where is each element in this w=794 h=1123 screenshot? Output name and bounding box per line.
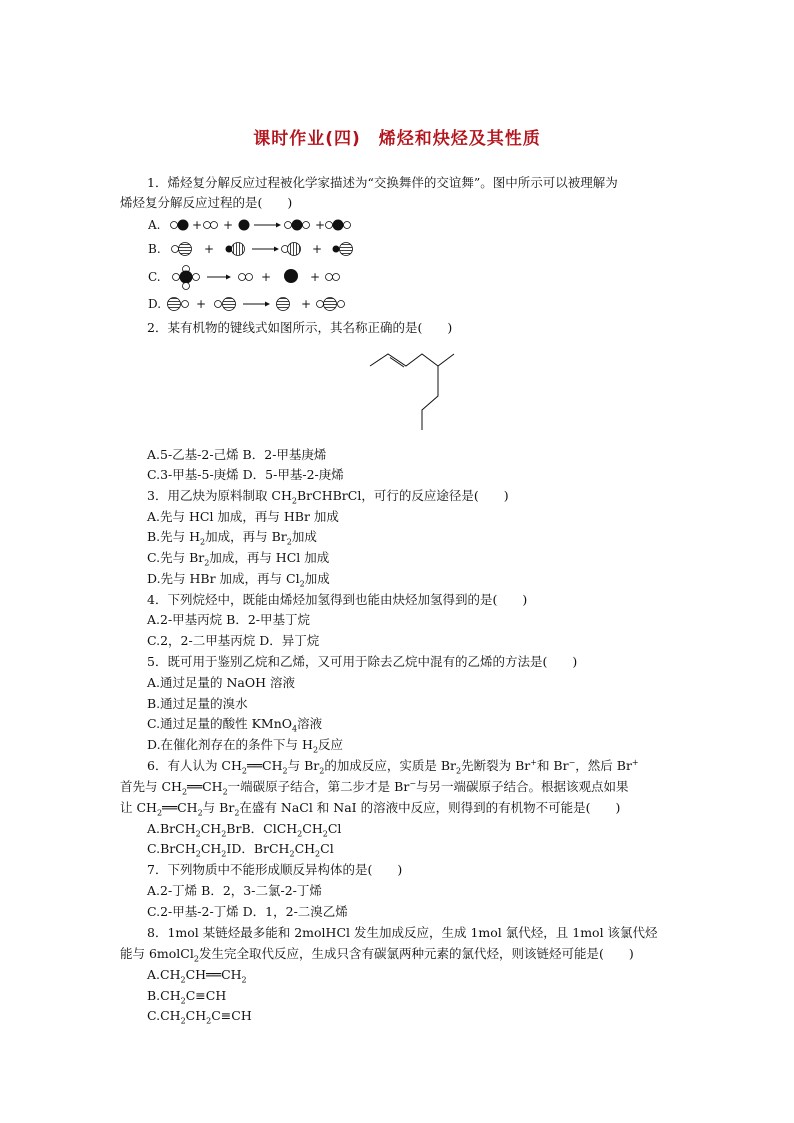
q1-option-d-label: D. [148, 297, 162, 311]
q4-options-line1: A.2-甲基丙烷 B．2-甲基丁烷 [147, 612, 311, 627]
q1-option-a-label: A. [148, 218, 161, 232]
q1-option-d-equation [168, 297, 345, 311]
q7-options-line1: A.2-丁烯 B．2，3-二氯-2-丁烯 [147, 883, 322, 898]
q5-option-b: B.通过足量的溴水 [147, 696, 248, 711]
q2-skeletal-structure [360, 344, 460, 434]
q1-option-c-label: C. [148, 270, 161, 284]
q1-stem-line1: 1．烯烃复分解反应过程被化学家描述为“交换舞伴的交谊舞”。图中所示可以被理解为 [147, 175, 618, 190]
q7-stem: 7．下列物质中不能形成顺反异构体的是( ) [147, 862, 403, 877]
q4-options-line2: C.2，2-二甲基丙烷 D．异丁烷 [147, 633, 320, 648]
q8-stem-line1: 8．1mol 某链烃最多能和 2molHCl 发生加成反应，生成 1mol 氯代烃，且 1mol 该氯代烃 [147, 925, 658, 940]
q5-stem: 5．既可用于鉴别乙烷和乙烯，又可用于除去乙烷中混有的乙烯的方法是( ) [147, 654, 578, 669]
svg-text:+: + [204, 242, 215, 256]
q3-stem: 3．用乙炔为原料制取 $CH_2BrCHBrCl$，可行的反应途径是( ) [147, 488, 509, 506]
q5-option-c: C.通过足量的酸性 KMnO$_4$溶液 [147, 716, 323, 734]
svg-text:+: + [315, 218, 326, 232]
q1-option-c-equation [173, 266, 340, 290]
q5-option-a: A.通过足量的 NaOH 溶液 [147, 675, 295, 690]
q3-option-b: B.先与 $H_2$加成，再与 $Br_2$加成 [147, 529, 317, 547]
q4-stem: 4．下列烷烃中，既能由烯烃加氢得到也能由炔烃加氢得到的是( ) [147, 592, 528, 607]
q8-option-b: $B.CH_2C\equiv CH$ [147, 988, 227, 1006]
page-title: 课时作业(四) 烯烃和炔烃及其性质 [253, 129, 541, 149]
svg-text:+: + [196, 297, 207, 311]
q8-option-a: $A.CH_2CH══CH_2$ [147, 967, 247, 985]
q6-stem-line3: 让 $CH_2══CH_2$与 $Br_2$在盛有 NaCl 和 NaI 的溶液中反应，则得到的有机物不可能是( ) [120, 800, 621, 818]
q8-option-c: $C.CH_2CH_2C\equiv CH$ [147, 1008, 252, 1026]
q1-option-a-equation [171, 218, 351, 232]
svg-text:+: + [310, 270, 321, 284]
q1-reaction-diagrams [148, 213, 388, 321]
q1-option-b-label: B. [148, 242, 161, 256]
svg-text:+: + [301, 297, 312, 311]
svg-text:+: + [192, 218, 203, 232]
q3-option-d: D.先与 HBr 加成，再与 $Cl_2$加成 [147, 571, 330, 589]
q7-options-line2: C.2-甲基-2-丁烯 D．1，2-二溴乙烯 [147, 904, 348, 919]
q6-stem-line1: 6．有人认为 $CH_2══CH_2$与 $Br_2$的加成反应，实质是 $Br_2$先断裂为 Br+和 Br−，然后 Br+ [147, 757, 639, 776]
q2-stem: 2．某有机物的键线式如图所示，其名称正确的是( ) [147, 320, 453, 335]
q5-option-d: D.在催化剂存在的条件下与 $H_2$反应 [147, 737, 344, 755]
svg-text:+: + [312, 242, 323, 256]
svg-text:+: + [261, 270, 272, 284]
svg-text:+: + [223, 218, 234, 232]
q6-stem-line2: 首先与 $CH_2══CH_2$一端碳原子结合，第二步才是 Br−与另一端碳原子结合。根据该观点如果 [120, 778, 629, 797]
q1-option-b-equation [172, 242, 353, 256]
q1-stem-line2: 烯烃复分解反应过程的是( ) [120, 195, 293, 210]
q3-option-a: A.先与 HCl 加成，再与 HBr 加成 [147, 509, 339, 524]
q3-option-c: C.先与 $Br_2$加成，再与 HCl 加成 [147, 550, 330, 568]
q6-options-line1: $A.BrCH_2CH_2BrB$．$ClCH_2CH_2Cl$ [147, 821, 342, 839]
q2-options-line1: A.5-乙基-2-己烯 B．2-甲基庚烯 [147, 447, 327, 462]
q2-options-line2: C.3-甲基-5-庚烯 D．5-甲基-2-庚烯 [147, 467, 344, 482]
q6-options-line2: $C.BrCH_2CH_2ID$．$BrCH_2CH_2Cl$ [147, 841, 334, 859]
q8-stem-line2: 能与 6molCl$_2$发生完全取代反应，生成只含有碳氯两种元素的氯代烃，则该链烃可能是( ) [120, 946, 634, 964]
